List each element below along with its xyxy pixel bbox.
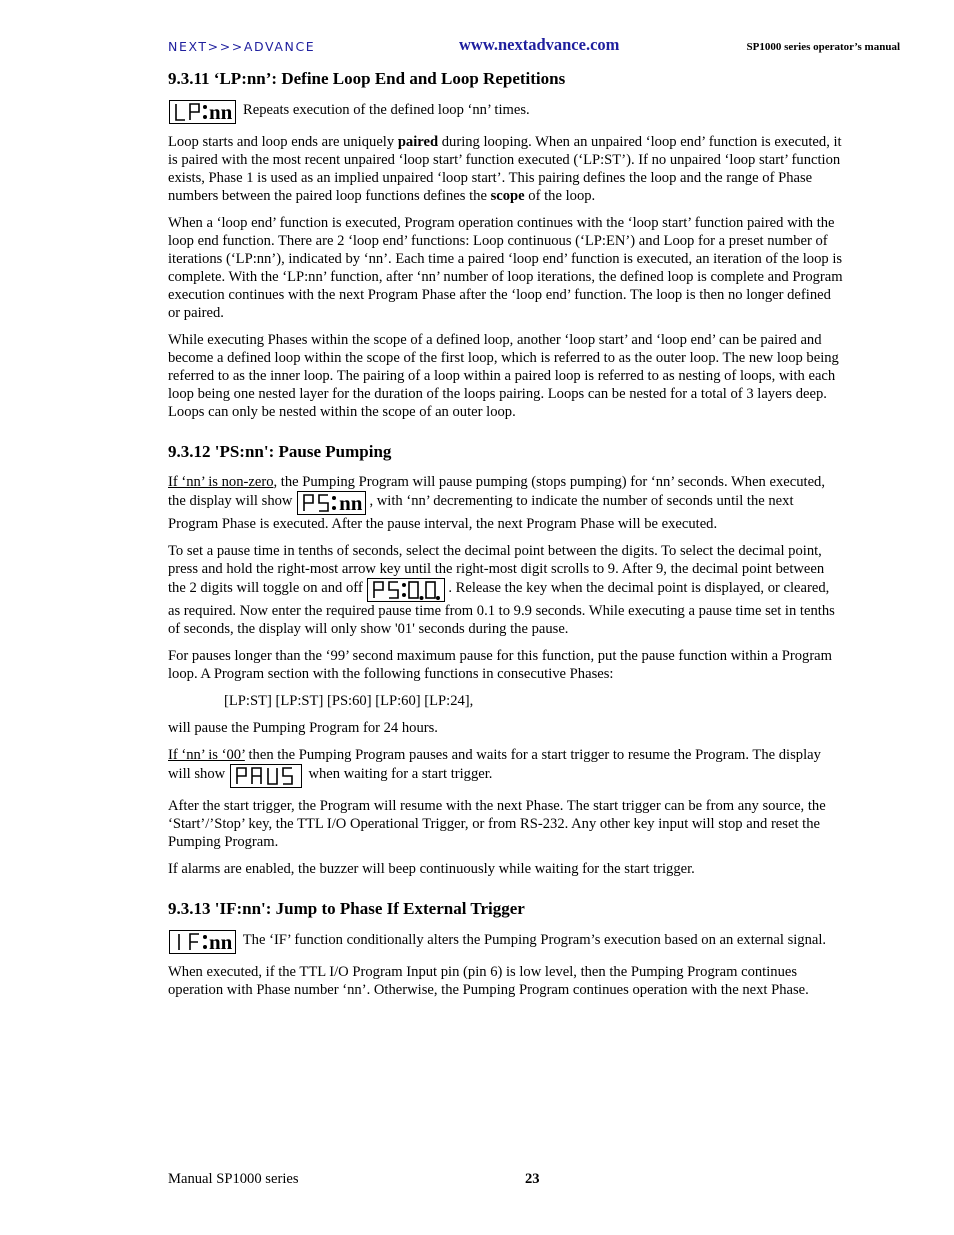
page-body xyxy=(168,68,844,1008)
page-header xyxy=(168,37,900,59)
ps-paragraph-6: After the start trigger, the Program will resume with the next Phase. The start trigger can be from any source, the ‘Start’/’Stop’ key, the TTL I/O Operational Trigger, or from RS-232. Any other key input will stop and reset the Pumping Program. xyxy=(168,798,826,850)
ps-paragraph-5: If ‘nn’ is ‘00’ then the Pumping Program pauses and waits for a start trigger to resume the Program. The display will show when waiting for a start trigger. xyxy=(168,746,844,788)
ps-code-example: [LP:ST] [LP:ST] [PS:60] [LP:60] [LP:24], xyxy=(224,693,474,709)
ps-paragraph-4: will pause the Pumping Program for 24 hours. xyxy=(168,720,438,736)
manual-title: SP1000 series operator’s manual xyxy=(746,41,900,53)
if-intro: nn The ‘IF’ function conditionally alters the Pumping Program’s execution based on an external signal. xyxy=(168,930,844,954)
section-heading-if: 9.3.13 'IF:nn': Jump to Phase If External Trigger xyxy=(168,899,525,918)
lp-paragraph-1: Loop starts and loop ends are uniquely paired during looping. When an unpaired ‘loop end’ function is executed, it is paired with the most recent unpaired ‘loop start’ function executed (‘LP:ST’). If no unpaired ‘loop start’ function exists, Phase 1 is used as an implied unpaired ‘loop start’. This pairing defines the loop and the range of Phase numbers between the paired loop functions defines the scope of the loop. xyxy=(168,134,842,204)
lcd-paus-display xyxy=(230,764,302,788)
if-paragraph-1: When executed, if the TTL I/O Program Input pin (pin 6) is low level, then the Pumping Program continues operation with Phase number ‘nn’. Otherwise, the Pumping Program continues operation with the next Phase. xyxy=(168,964,809,998)
ps-paragraph-3: For pauses longer than the ‘99’ second maximum pause for this function, put the pause function within a Program loop. A Program section with the following functions in consecutive Phases: xyxy=(168,648,833,682)
brand-logo: NEXT>>>ADVANCE xyxy=(168,39,316,54)
lcd-ps-decimal-display xyxy=(367,578,445,602)
ps-paragraph-7: If alarms are enabled, the buzzer will beep continuously while waiting for the start trigger. xyxy=(168,861,695,877)
lp-paragraph-2: When a ‘loop end’ function is executed, Program operation continues with the ‘loop start’ function paired with the loop end function. There are 2 ‘loop end’ functions: Loop continuous (‘LP:EN’) and Loop for a preset number of iterations (‘LP:nn’), indicated by ‘nn’. Each time a paired ‘loop end’ function is executed, an iteration of the loop is complete. With the ‘LP:nn’ function, after ‘nn’ number of loop iterations, the defined loop is complete and Program execution continues with the next Program Phase after the ‘loop end’ function. The loop is then no longer defined or paired. xyxy=(168,215,843,321)
footer-manual-name: Manual SP1000 series xyxy=(168,1171,299,1187)
lp-intro: nn Repeats execution of the defined loop ‘nn’ times. xyxy=(168,100,844,124)
lcd-lp-nn-display: nn xyxy=(169,100,236,124)
section-heading-ps: 9.3.12 'PS:nn': Pause Pumping xyxy=(168,442,392,461)
website-link[interactable]: www.nextadvance.com xyxy=(459,35,620,54)
lcd-ps-nn-display: nn xyxy=(297,491,366,515)
page-number: 23 xyxy=(525,1171,540,1187)
ps-paragraph-1: If ‘nn’ is non-zero, the Pumping Program will pause pumping (stops pumping) for ‘nn’ seconds. When executed, the display will show nn , with ‘nn’ decrementing to indicate the number of seconds until the next Program Phase is executed. After the pause interval, the next Program Phase will be executed. xyxy=(168,474,825,532)
lcd-if-nn-display: nn xyxy=(169,930,236,954)
lp-paragraph-3: While executing Phases within the scope of a defined loop, another ‘loop start’ and ‘loop end’ can be paired and become a defined loop within the scope of the first loop, which is referred to as the outer loop. The new loop being referred to as the inner loop. The pairing of a loop within a paired loop is referred to as nesting of loops, with each loop being one nested layer for the duration of the loops pairing. Loops can be nested for a total of 3 layers deep. Loops can only be nested within the scope of an outer loop. xyxy=(168,332,839,420)
ps-paragraph-2: To set a pause time in tenths of seconds, select the decimal point between the digits. To select the decimal point, press and hold the right-most arrow key until the right-most digit scrolls to 9. After 9, the decimal point between the 2 digits will toggle on and off . Release the key when the decimal point is displayed, or cleared, as required. Now enter the required pause time from 0.1 to 9.9 seconds. While executing a pause time set in tenths of seconds, the display will only show '01' seconds during the pause. xyxy=(168,543,835,637)
section-heading-lp: 9.3.11 ‘LP:nn’: Define Loop End and Loop Repetitions xyxy=(168,69,566,88)
